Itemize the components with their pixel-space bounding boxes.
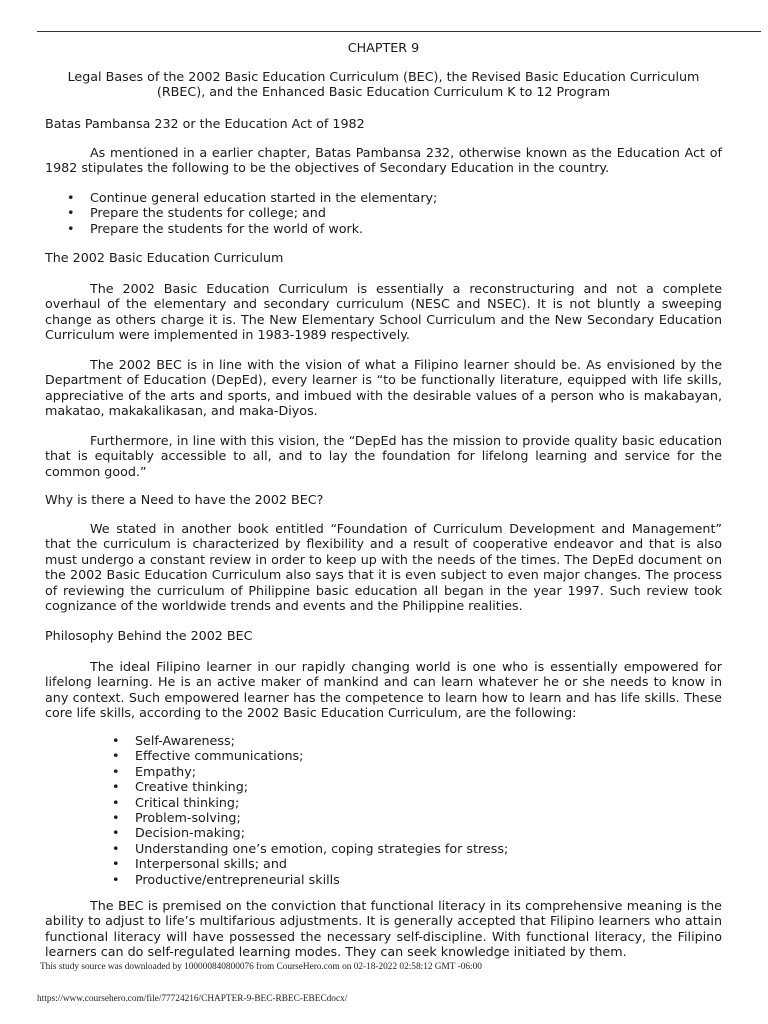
source-note: This study source was downloaded by 100000840800076 from CourseHero.com on 02-18-2022 02:58:12 GMT -06:00 — [40, 962, 482, 972]
bp232-paragraph: As mentioned in a earlier chapter, Batas Pambansa 232, otherwise known as the Education Act of 1982 stipulates the following to be the objectives of Secondary Education in the country. — [45, 145, 722, 176]
philosophy-closing: The BEC is premised on the conviction that functional literacy in its comprehensive meaning is the ability to adjust to life’s multifarious adjustments. It is generally accepted that Filipino learners who attain functional literacy will have possessed the necessary self-discipline. With functional literacy, the Filipino learners can do self-regulated learning modes. They can seek knowledge initiated by them. — [45, 898, 722, 960]
philosophy-heading: Philosophy Behind the 2002 BEC — [45, 628, 253, 643]
bec2002-paragraph-2: The 2002 BEC is in line with the vision of what a Filipino learner should be. As envisioned by the Department of Education (DepEd), every learner is “to be functionally literature, equipped with life skills, appreciative of the arts and sports, and imbued with the desirable values of a person who is makabayan, makatao, makakalikasan, and maka-Diyos. — [45, 357, 722, 419]
objectives-list — [45, 190, 722, 236]
main-heading: Legal Bases of the 2002 Basic Education Curriculum (BEC), the Revised Basic Education Curriculum (RBEC), and the Enhanced Basic Education Curriculum K to 12 Program — [67, 69, 700, 100]
list-item: • Empathy; — [90, 764, 730, 779]
list-item: • Creative thinking; — [90, 779, 730, 794]
list-item: • Prepare the students for college; and — [45, 205, 722, 220]
chapter-title: CHAPTER 9 — [347, 40, 420, 55]
list-item: • Decision-making; — [90, 825, 730, 840]
list-item: • Prepare the students for the world of work. — [45, 221, 722, 236]
bec2002-paragraph-3: Furthermore, in line with this vision, the “DepEd has the mission to provide quality basic education that is equitably accessible to all, and to lay the foundation for lifelong learning and service for the common good.” — [45, 433, 722, 479]
life-skills-list — [90, 733, 730, 887]
philosophy-paragraph: The ideal Filipino learner in our rapidly changing world is one who is essentially empowered for lifelong learning. He is an active maker of mankind and can learn whatever he or she needs to know in any context. Such empowered learner has the competence to learn how to learn and has life skills. These core life skills, according to the 2002 Basic Education Curriculum, are the following: — [45, 659, 722, 721]
top-rule — [37, 31, 761, 32]
list-item: • Self-Awareness; — [90, 733, 730, 748]
bec2002-heading: The 2002 Basic Education Curriculum — [45, 250, 284, 265]
list-item: • Continue general education started in the elementary; — [45, 190, 722, 205]
list-item: • Productive/entrepreneurial skills — [90, 872, 730, 887]
list-item: • Understanding one’s emotion, coping strategies for stress; — [90, 841, 730, 856]
list-item: • Effective communications; — [90, 748, 730, 763]
need-heading: Why is there a Need to have the 2002 BEC? — [45, 492, 324, 507]
source-url[interactable]: https://www.coursehero.com/file/77724216/CHAPTER-9-BEC-RBEC-EBECdocx/ — [37, 994, 348, 1004]
list-item: • Interpersonal skills; and — [90, 856, 730, 871]
bec2002-paragraph-1: The 2002 Basic Education Curriculum is essentially a reconstructuring and not a complete overhaul of the elementary and secondary curriculum (NESC and NSEC). It is not bluntly a sweeping change as others charge it is. The New Elementary School Curriculum and the New Secondary Education Curriculum were implemented in 1983-1989 respectively. — [45, 281, 722, 343]
need-paragraph: We stated in another book entitled “Foundation of Curriculum Development and Management” that the curriculum is characterized by flexibility and a result of cooperative endeavor and that is also must undergo a constant review in order to keep up with the needs of the times. The DepEd document on the 2002 Basic Education Curriculum also says that it is even subject to even major changes. The process of reviewing the curriculum of Philippine basic education all began in the year 1997. Such review took cognizance of the worldwide trends and events and the Philippine realities. — [45, 521, 722, 614]
list-item: • Problem-solving; — [90, 810, 730, 825]
list-item: • Critical thinking; — [90, 795, 730, 810]
bp232-heading: Batas Pambansa 232 or the Education Act of 1982 — [45, 116, 365, 131]
